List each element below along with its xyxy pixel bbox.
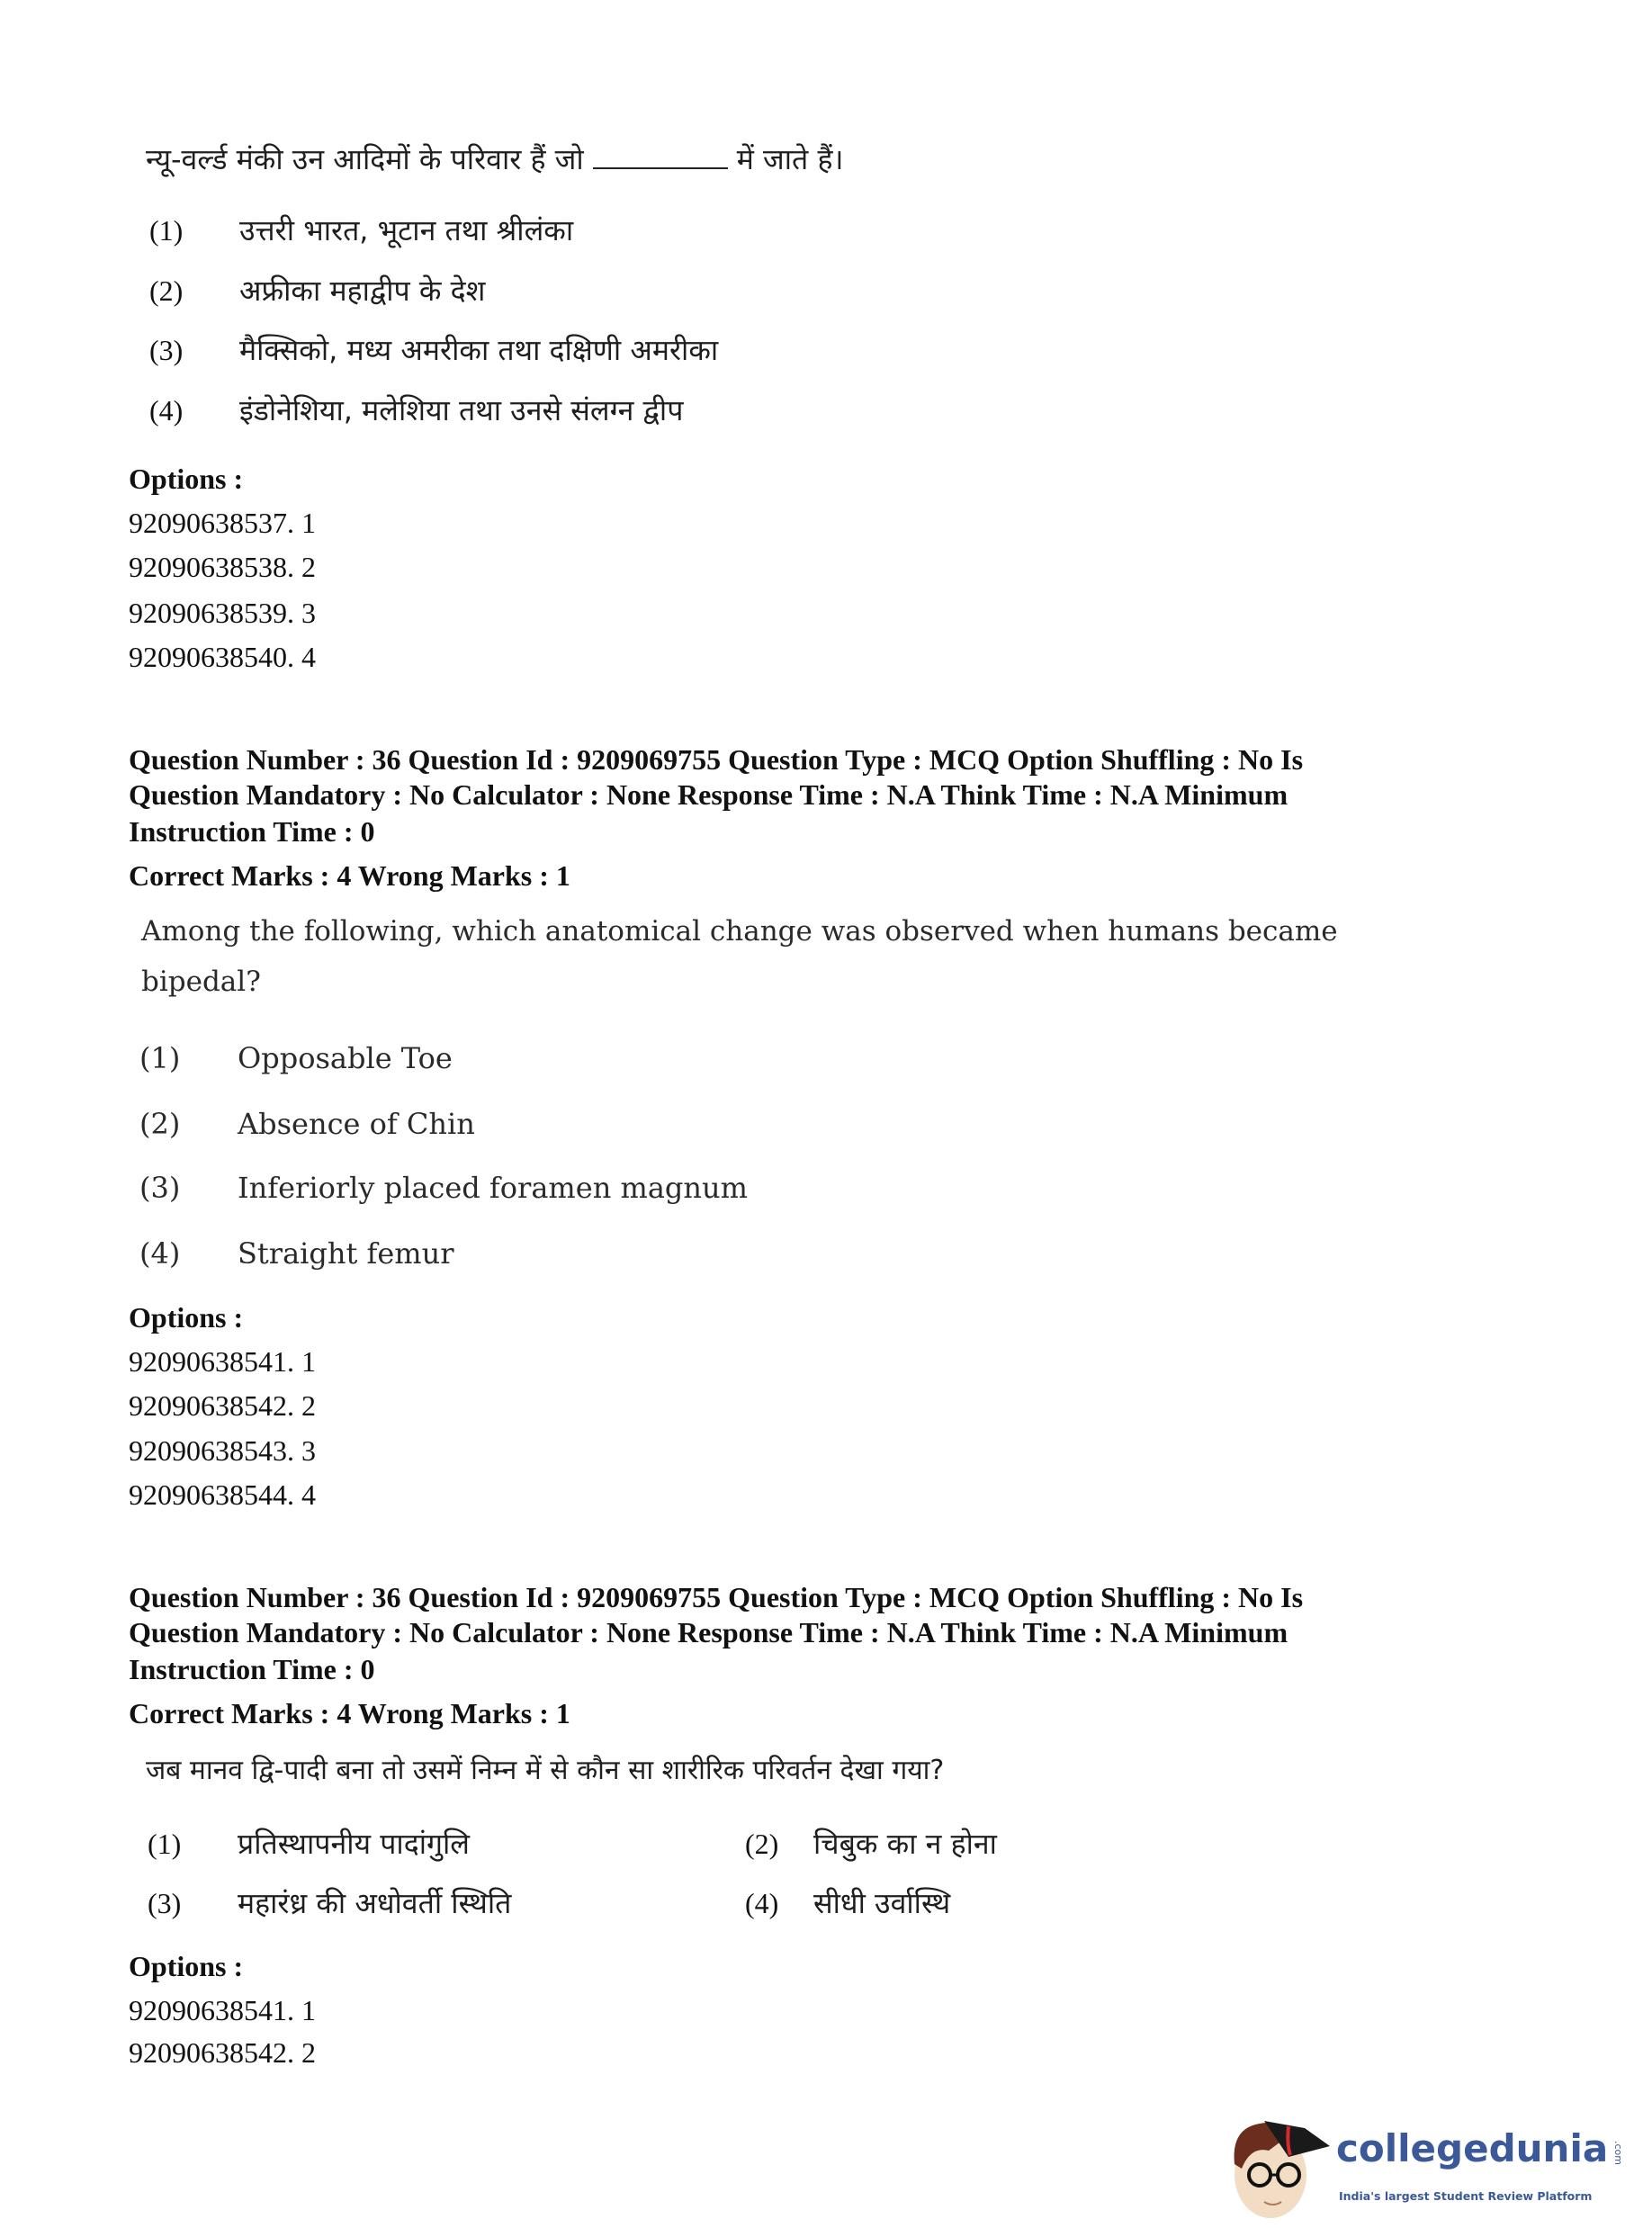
option-id: 92090638540. 4 <box>129 641 316 673</box>
choice-number: (2) <box>139 1107 181 1141</box>
question-text: Among the following, which anatomical change was observed when humans became <box>141 915 1338 948</box>
choice-text: प्रतिस्थापनीय पादांगुलि <box>238 1827 470 1861</box>
question-text: bipedal? <box>141 966 261 998</box>
collegedunia-logo <box>1224 2101 1643 2223</box>
option-id: 92090638543. 3 <box>129 1434 316 1467</box>
choice-text: Straight femur <box>238 1236 454 1271</box>
brand-name: collegedunia <box>1336 2126 1609 2170</box>
choice-number: (1) <box>148 1828 182 1860</box>
question-text-end: में जाते हैं। <box>736 142 844 176</box>
option-id: 92090638542. 2 <box>129 2036 316 2069</box>
question-meta: Instruction Time : 0 <box>129 815 375 848</box>
option-id: 92090638541. 1 <box>129 1345 316 1378</box>
option-id: 92090638537. 1 <box>129 507 316 539</box>
option-id: 92090638544. 4 <box>129 1478 316 1511</box>
marks-info: Correct Marks : 4 Wrong Marks : 1 <box>129 859 570 892</box>
choice-number: (4) <box>149 394 184 427</box>
choice-text: मैक्सिको, मध्य अमरीका तथा दक्षिणी अमरीका <box>239 333 719 367</box>
question-text: जब मानव द्वि-पादी बना तो उसमें निम्न में से कौन सा शारीरिक परिवर्तन देखा गया? <box>146 1755 945 1786</box>
question-meta: Question Number : 36 Question Id : 9209069755 Question Type : MCQ Option Shuffling : No Is <box>129 743 1304 776</box>
mascot-icon <box>1224 2101 1332 2223</box>
choice-number: (4) <box>139 1236 181 1271</box>
brand-tagline: India's largest Student Review Platform <box>1339 2189 1593 2203</box>
choice-number: (2) <box>149 274 184 307</box>
question-text-start: न्यू-वर्ल्ड मंकी उन आदिमों के परिवार हैं जो <box>146 142 584 176</box>
choice-number: (3) <box>149 334 184 366</box>
marks-info: Correct Marks : 4 Wrong Marks : 1 <box>129 1697 570 1729</box>
choice-text: सीधी उर्वास्थि <box>813 1886 951 1920</box>
options-label: Options : <box>129 1950 244 1982</box>
choice-number: (3) <box>148 1887 182 1919</box>
question-meta: Question Mandatory : No Calculator : None Response Time : N.A Think Time : N.A Minimum <box>129 1616 1288 1649</box>
answer-blank <box>593 144 728 169</box>
choice-number: (2) <box>745 1828 779 1860</box>
choice-text: इंडोनेशिया, मलेशिया तथा उनसे संलग्न द्वीप <box>239 393 684 427</box>
question-meta: Question Number : 36 Question Id : 9209069755 Question Type : MCQ Option Shuffling : No Is <box>129 1581 1304 1613</box>
option-id: 92090638539. 3 <box>129 597 316 629</box>
brand-suffix: .com <box>1612 2141 1624 2165</box>
choice-text: Absence of Chin <box>238 1107 475 1141</box>
options-label: Options : <box>129 463 244 495</box>
choice-text: Inferiorly placed foramen magnum <box>238 1171 748 1205</box>
options-label: Options : <box>129 1301 244 1334</box>
question-text <box>146 141 844 177</box>
choice-number: (4) <box>745 1887 779 1919</box>
choice-text: चिबुक का न होना <box>813 1827 997 1861</box>
choice-number: (1) <box>139 1041 181 1075</box>
option-id: 92090638542. 2 <box>129 1389 316 1422</box>
choice-text: उत्तरी भारत, भूटान तथा श्रीलंका <box>239 213 574 247</box>
choice-text: Opposable Toe <box>238 1041 453 1075</box>
question-meta: Instruction Time : 0 <box>129 1653 375 1685</box>
choice-number: (1) <box>149 214 184 247</box>
choice-text: महारंध्र की अधोवर्ती स्थिति <box>238 1886 512 1920</box>
option-id: 92090638541. 1 <box>129 1994 316 2026</box>
question-meta: Question Mandatory : No Calculator : None Response Time : N.A Think Time : N.A Minimum <box>129 778 1288 811</box>
choice-text: अफ्रीका महाद्वीप के देश <box>239 274 486 308</box>
choice-number: (3) <box>139 1171 181 1205</box>
option-id: 92090638538. 2 <box>129 551 316 583</box>
